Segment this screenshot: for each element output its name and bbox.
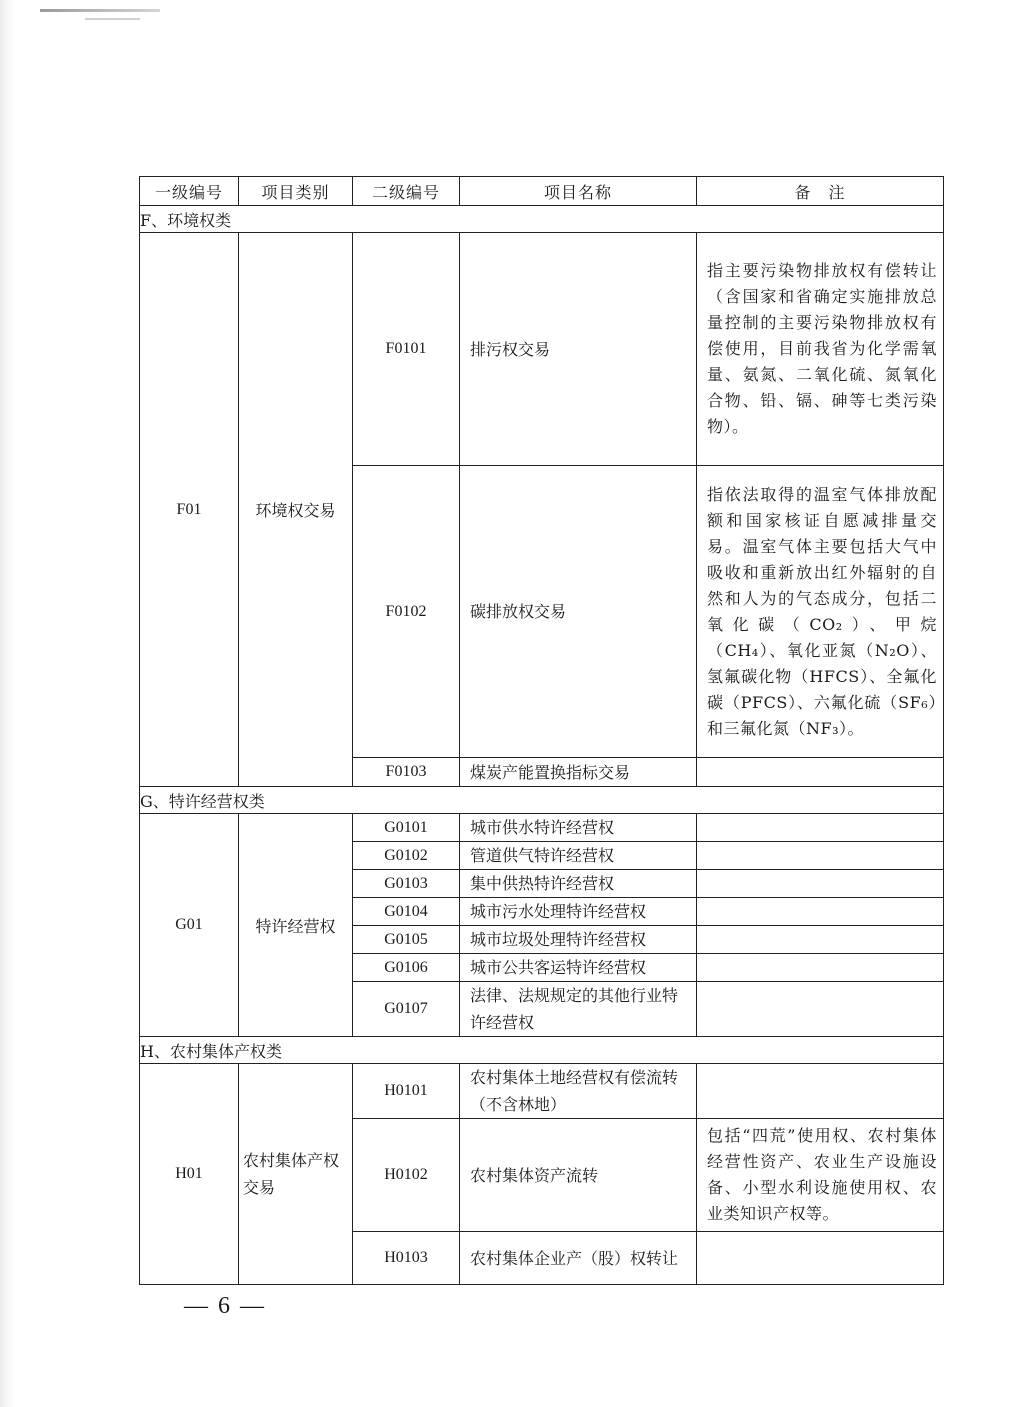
item-note: 包括“四荒”使用权、农村集体经营性资产、农业生产设施设备、小型水利设施使用权、农业类知识产权等。: [697, 1119, 944, 1232]
item-note: 指依法取得的温室气体排放配额和国家核证自愿减排量交易。温室气体主要包括大气中吸收和重新放出红外辐射的自然和人为的气态成分，包括二氧化碳（CO₂）、甲烷（CH₄）、氧化亚氮（N₂O）、氢氟碳化物（HFCS）、全氟化碳（PFCS）、六氟化硫（SF₆）和三氟化氮（NF₃）。: [697, 466, 944, 758]
group-code-g01: G01: [140, 814, 239, 1037]
header-item-name: 项目名称: [460, 177, 697, 206]
section-title-h: H、农村集体产权类: [140, 1037, 944, 1064]
item-code: G0104: [353, 898, 460, 926]
item-code: H0101: [353, 1064, 460, 1119]
group-code-h01: H01: [140, 1064, 239, 1285]
table-row: [140, 1064, 944, 1119]
item-name: 城市公共客运特许经营权: [460, 954, 697, 982]
table-header-row: [140, 177, 944, 206]
item-note: [697, 870, 944, 898]
item-name: 城市垃圾处理特许经营权: [460, 926, 697, 954]
item-name: 管道供气特许经营权: [460, 842, 697, 870]
item-name: 集中供热特许经营权: [460, 870, 697, 898]
scan-mark: [85, 18, 140, 20]
header-category: 项目类别: [239, 177, 353, 206]
item-name: 碳排放权交易: [460, 466, 697, 758]
item-name: 农村集体企业产（股）权转让: [460, 1232, 697, 1285]
item-note: [697, 758, 944, 787]
item-code: G0101: [353, 814, 460, 842]
item-name: 法律、法规规定的其他行业特许经营权: [460, 982, 697, 1037]
item-code: H0102: [353, 1119, 460, 1232]
item-code: G0102: [353, 842, 460, 870]
table-row: [140, 814, 944, 842]
group-category-h01: 农村集体产权交易: [239, 1064, 353, 1285]
group-code-f01: F01: [140, 233, 239, 787]
item-code: G0107: [353, 982, 460, 1037]
item-note: [697, 982, 944, 1037]
page-number: — 6 —: [184, 1293, 266, 1319]
group-category-g01: 特许经营权: [239, 814, 353, 1037]
item-note: 指主要污染物排放权有偿转让（含国家和省确定实施排放总量控制的主要污染物排放权有偿使用，目前我省为化学需氧量、氨氮、二氧化硫、氮氧化合物、铅、镉、砷等七类污染物）。: [697, 233, 944, 466]
item-note: [697, 814, 944, 842]
item-name: 农村集体土地经营权有偿流转（不含林地）: [460, 1064, 697, 1119]
item-name: 排污权交易: [460, 233, 697, 466]
item-note: [697, 954, 944, 982]
header-level2-code: 二级编号: [353, 177, 460, 206]
group-category-f01: 环境权交易: [239, 233, 353, 787]
item-name: 城市污水处理特许经营权: [460, 898, 697, 926]
item-note: [697, 898, 944, 926]
item-code: G0103: [353, 870, 460, 898]
item-code: F0101: [353, 233, 460, 466]
item-code: F0102: [353, 466, 460, 758]
item-code: G0106: [353, 954, 460, 982]
item-code: G0105: [353, 926, 460, 954]
item-code: F0103: [353, 758, 460, 787]
section-row-h: [140, 1037, 944, 1064]
header-remarks: 备 注: [697, 177, 944, 206]
item-name: 农村集体资产流转: [460, 1119, 697, 1232]
table-row: [140, 233, 944, 466]
item-note: [697, 926, 944, 954]
section-row-f: [140, 206, 944, 233]
scan-mark: [40, 9, 160, 12]
item-code: H0103: [353, 1232, 460, 1285]
item-name: 煤炭产能置换指标交易: [460, 758, 697, 787]
scan-edge: [0, 0, 14, 1407]
section-title-g: G、特许经营权类: [140, 787, 944, 814]
project-table: [139, 176, 944, 1285]
item-note: [697, 1064, 944, 1119]
header-level1-code: 一级编号: [140, 177, 239, 206]
item-note: [697, 1232, 944, 1285]
item-note: [697, 842, 944, 870]
item-name: 城市供水特许经营权: [460, 814, 697, 842]
section-row-g: [140, 787, 944, 814]
section-title-f: F、环境权类: [140, 206, 944, 233]
